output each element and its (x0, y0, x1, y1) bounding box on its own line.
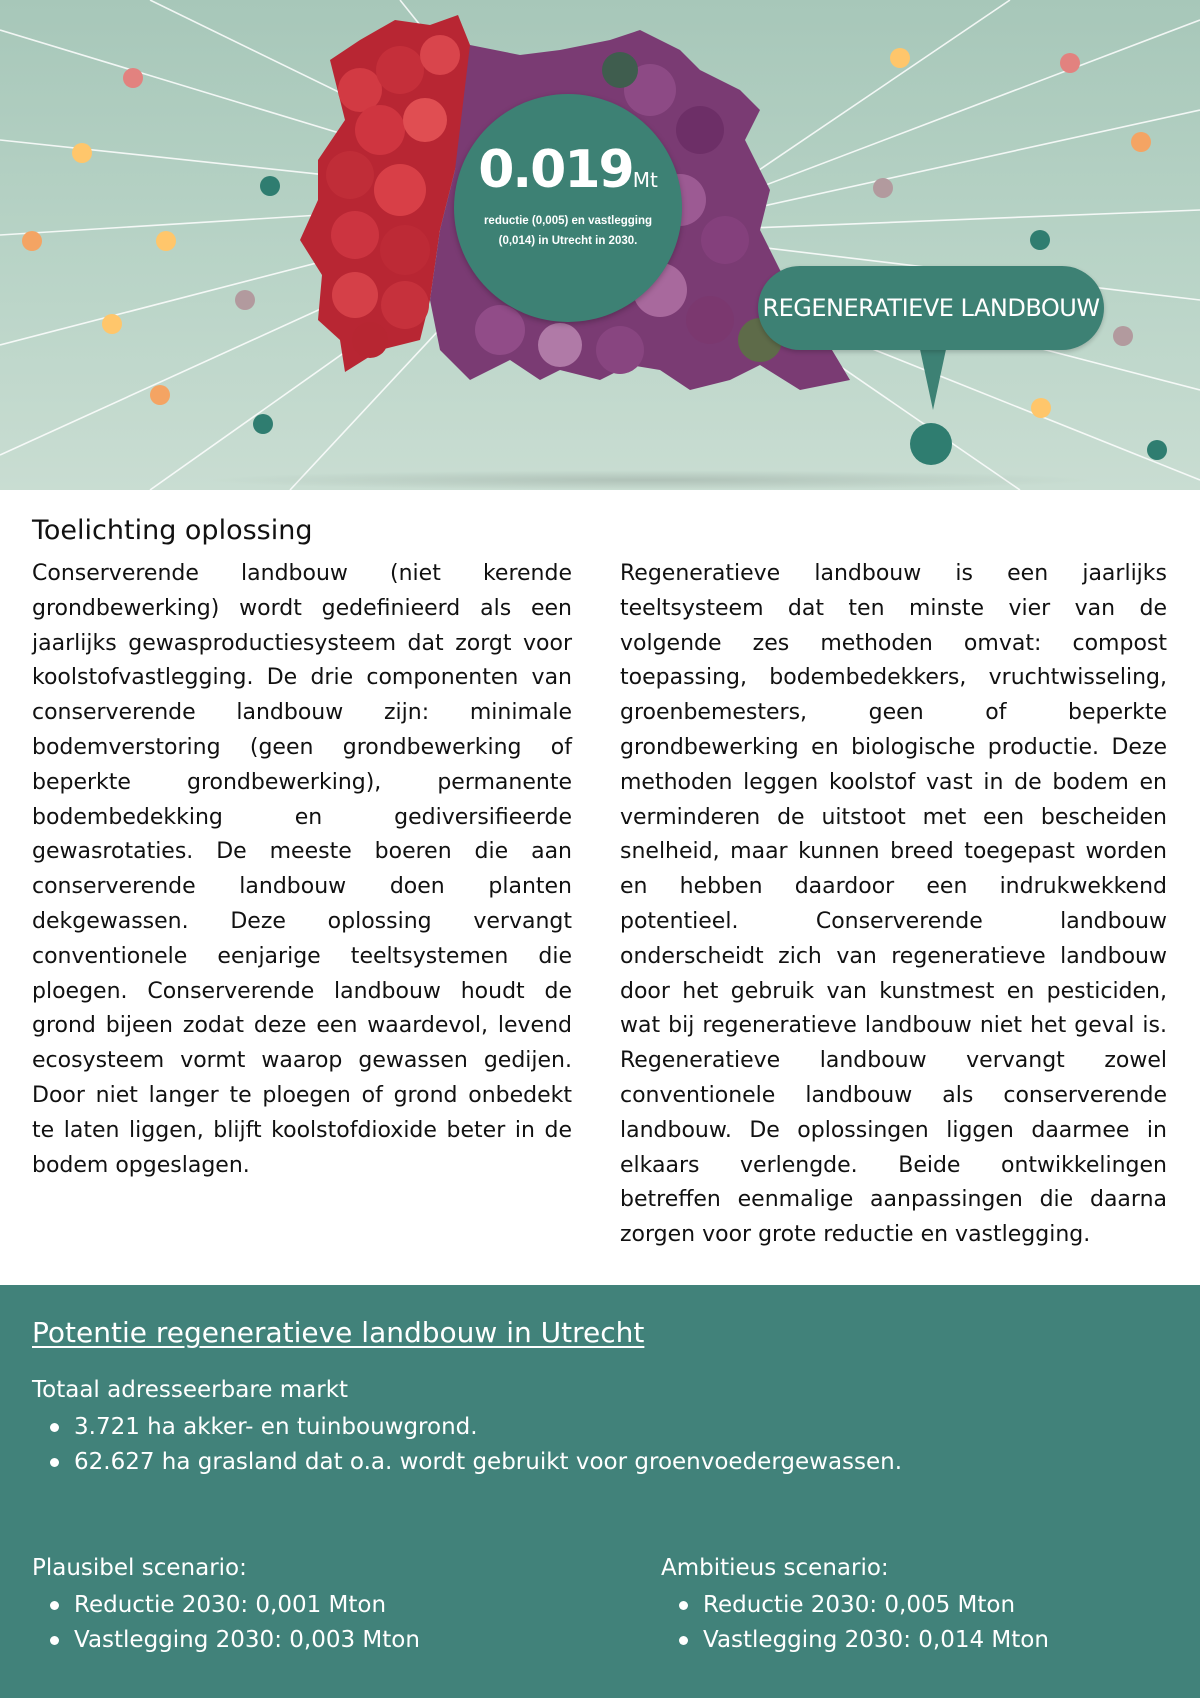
market-list (32, 1410, 902, 1480)
list-item: Reductie 2030: 0,005 Mton (661, 1588, 1049, 1623)
list-item: 62.627 ha grasland dat o.a. wordt gebruikt voor groenvoedergewassen. (32, 1445, 902, 1480)
hero-banner (0, 0, 1200, 490)
list-item: 3.721 ha akker- en tuinbouwgrond. (32, 1410, 902, 1445)
bubble-anchor-dot (910, 423, 952, 465)
list-item: Vastlegging 2030: 0,003 Mton (32, 1623, 420, 1658)
solution-label-bubble: REGENERATIEVE LANDBOUW (758, 266, 1104, 350)
left-column-text: Conserverende landbouw (niet kerende grondbewerking) wordt gedefinieerd als een jaarlijks gewasproductiesysteem dat zorgt voor koolstofvastlegging. De drie componenten van conserverende landbouw zijn: minimale bodemverstoring (geen grondbewerking of beperkte grondbewerking), permanente bodembedekking en gediversifieerde gewasrotaties. De meeste boeren die aan conserverende landbouw doen planten dekgewassen. Deze oplossing vervangt conventionele eenjarige teeltsystemen die ploegen. Conserverende landbouw houdt de grond bijeen zodat deze een waardevol, levend ecosysteem vormt waarop gewassen gedijen. Door niet langer te ploegen of grond onbedekt te laten liggen, blijft koolstofdioxide beter in de bodem opgeslagen. (32, 561, 572, 1178)
badge-value: 0.019Mt (478, 140, 658, 200)
hero-shadow (200, 470, 1100, 490)
section-title: Toelichting oplossing (32, 515, 313, 546)
value-badge (454, 94, 682, 322)
list-item: Vastlegging 2030: 0,014 Mton (661, 1623, 1049, 1658)
right-column-text: Regeneratieve landbouw is een jaarlijks teeltsysteem dat ten minste vier van de volgende zes methoden omvat: compost toepassing, bodembedekkers, vruchtwisseling, groenbemesters, geen of beperkte grondbewerking en biologische productie. Deze methoden leggen koolstof vast in de bodem en verminderen de uitstoot met een bescheiden snelheid, maar kunnen breed toegepast worden en hebben daardoor een indrukwekkend potentieel. Conserverende landbouw onderscheidt zich van regeneratieve landbouw door het gebruik van kunstmest en pesticiden, wat bij regeneratieve landbouw niet het geval is. Regeneratieve landbouw vervangt zowel conventionele landbouw als conserverende landbouw. De oplossingen liggen daarmee in elkaars verlengde. Beide ontwikkelingen betreffen eenmalige aanpassingen die daarna zorgen voor grote reductie en vastlegging. (620, 561, 1167, 1248)
plausible-scenario-label: Plausibel scenario: (32, 1555, 247, 1581)
badge-subtitle: reductie (0,005) en vastlegging (0,014) in Utrecht in 2030. (483, 215, 653, 247)
ambitious-scenario-list (661, 1588, 1049, 1658)
plausible-scenario-list (32, 1588, 420, 1658)
badge-unit: Mt (632, 168, 658, 192)
bubble-pointer (918, 340, 948, 410)
ambitious-scenario-label: Ambitieus scenario: (661, 1555, 889, 1581)
potential-title: Potentie regeneratieve landbouw in Utrecht (32, 1316, 645, 1349)
list-item: Reductie 2030: 0,001 Mton (32, 1588, 420, 1623)
market-label: Totaal adresseerbare markt (32, 1377, 349, 1403)
potential-panel (0, 1285, 1200, 1698)
